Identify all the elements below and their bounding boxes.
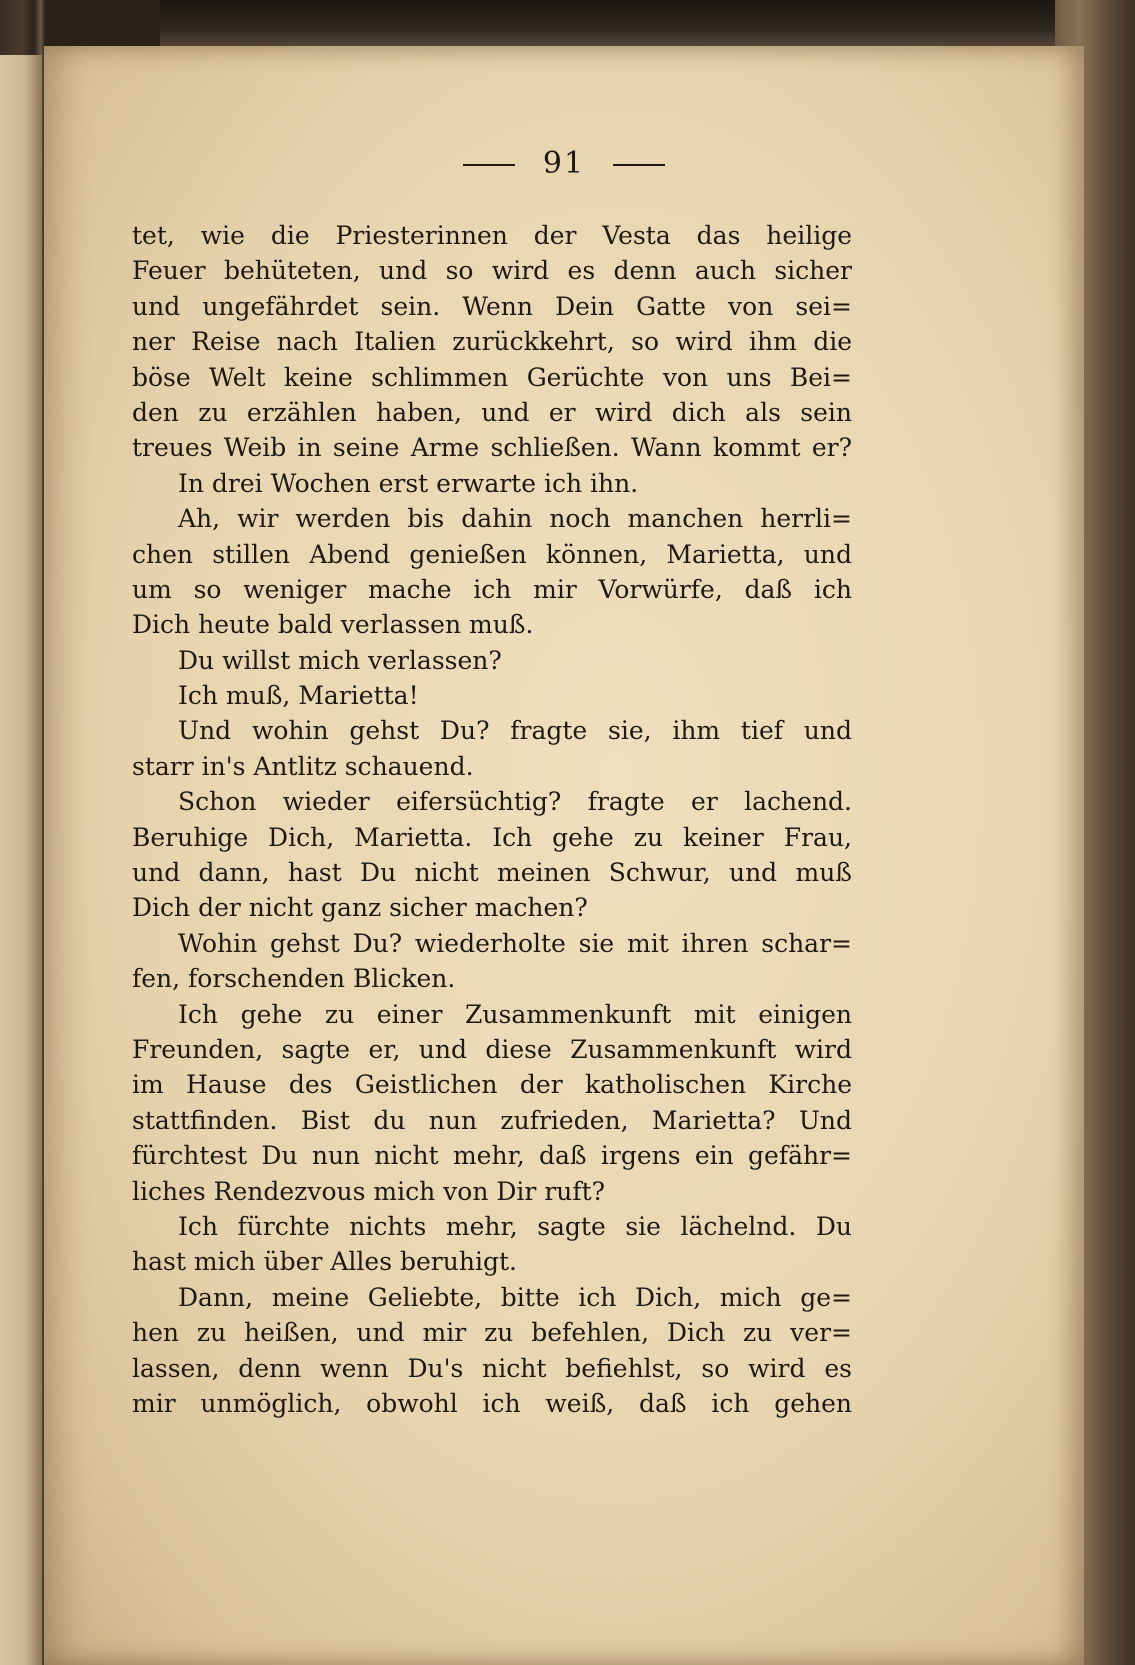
text-line: Dich heute bald verlassen muß. bbox=[132, 610, 534, 640]
text-line: hen zu heißen, und mir zu befehlen, Dich zu ver= bbox=[132, 1318, 852, 1348]
text-line: lassen, denn wenn Du's nicht befiehlst, so wird es bbox=[132, 1353, 852, 1383]
text-line: Ah, wir werden bis dahin noch manchen herrli= bbox=[178, 504, 852, 534]
text-line: den zu erzählen haben, und er wird dich als sein bbox=[132, 397, 852, 427]
book-top-edge bbox=[160, 0, 1135, 48]
left-dash bbox=[463, 164, 515, 166]
text-line: liches Rendezvous mich von Dir ruft? bbox=[132, 1176, 606, 1206]
text-line: Ich muß, Marietta! bbox=[178, 681, 419, 711]
text-line: fürchtest Du nun nicht mehr, daß irgens ein gefähr= bbox=[132, 1141, 852, 1171]
text-line: stattfinden. Bist du nun zufrieden, Marietta? Und bbox=[132, 1105, 852, 1135]
text-line: Du willst mich verlassen? bbox=[178, 645, 502, 675]
text-line: Freunden, sagte er, und diese Zusammenkunft wird bbox=[132, 1034, 852, 1064]
text-line: böse Welt keine schlimmen Gerüchte von uns Bei= bbox=[132, 362, 852, 392]
text-line: mir unmöglich, obwohl ich weiß, daß ich gehen bbox=[132, 1388, 852, 1418]
text-line: hast mich über Alles beruhigt. bbox=[132, 1247, 517, 1277]
page-number-header bbox=[44, 146, 1084, 181]
text-line: chen stillen Abend genießen können, Marietta, und bbox=[132, 539, 852, 569]
text-line: In drei Wochen erst erwarte ich ihn. bbox=[178, 468, 639, 498]
text-line: tet, wie die Priesterinnen der Vesta das heilige bbox=[132, 221, 852, 250]
text-line: Schon wieder eifersüchtig? fragte er lachend. bbox=[178, 787, 852, 817]
text-line: ner Reise nach Italien zurückkehrt, so wird ihm die bbox=[132, 327, 852, 357]
book-page bbox=[44, 46, 1084, 1665]
text-line: starr in's Antlitz schauend. bbox=[132, 751, 474, 781]
text-line: Beruhige Dich, Marietta. Ich gehe zu keiner Frau, bbox=[132, 822, 852, 852]
text-line: Dich der nicht ganz sicher machen? bbox=[132, 893, 588, 923]
text-line: Und wohin gehst Du? fragte sie, ihm tief und bbox=[178, 716, 852, 746]
text-line: Dann, meine Geliebte, bitte ich Dich, mich ge= bbox=[178, 1282, 852, 1312]
text-line: und ungefährdet sein. Wenn Dein Gatte von sei= bbox=[132, 291, 852, 321]
text-line: und dann, hast Du nicht meinen Schwur, und muß bbox=[132, 858, 852, 888]
text-line: fen, forschenden Blicken. bbox=[132, 964, 456, 994]
text-line: Ich fürchte nichts mehr, sagte sie lächelnd. Du bbox=[178, 1211, 852, 1241]
page-number: 91 bbox=[542, 146, 586, 181]
right-dash bbox=[613, 164, 665, 166]
text-line: Feuer behüteten, und so wird es denn auch sicher bbox=[132, 256, 852, 286]
text-line: treues Weib in seine Arme schließen. Wann kommt er? bbox=[132, 433, 852, 463]
facing-page-edge bbox=[0, 55, 42, 1665]
text-line: um so weniger mache ich mir Vorwürfe, daß ich bbox=[132, 574, 852, 604]
text-line: Ich gehe zu einer Zusammenkunft mit einigen bbox=[178, 999, 852, 1029]
body-text bbox=[132, 218, 852, 1421]
text-line: Wohin gehst Du? wiederholte sie mit ihren schar= bbox=[178, 928, 852, 958]
text-line: im Hause des Geistlichen der katholischen Kirche bbox=[132, 1070, 852, 1100]
